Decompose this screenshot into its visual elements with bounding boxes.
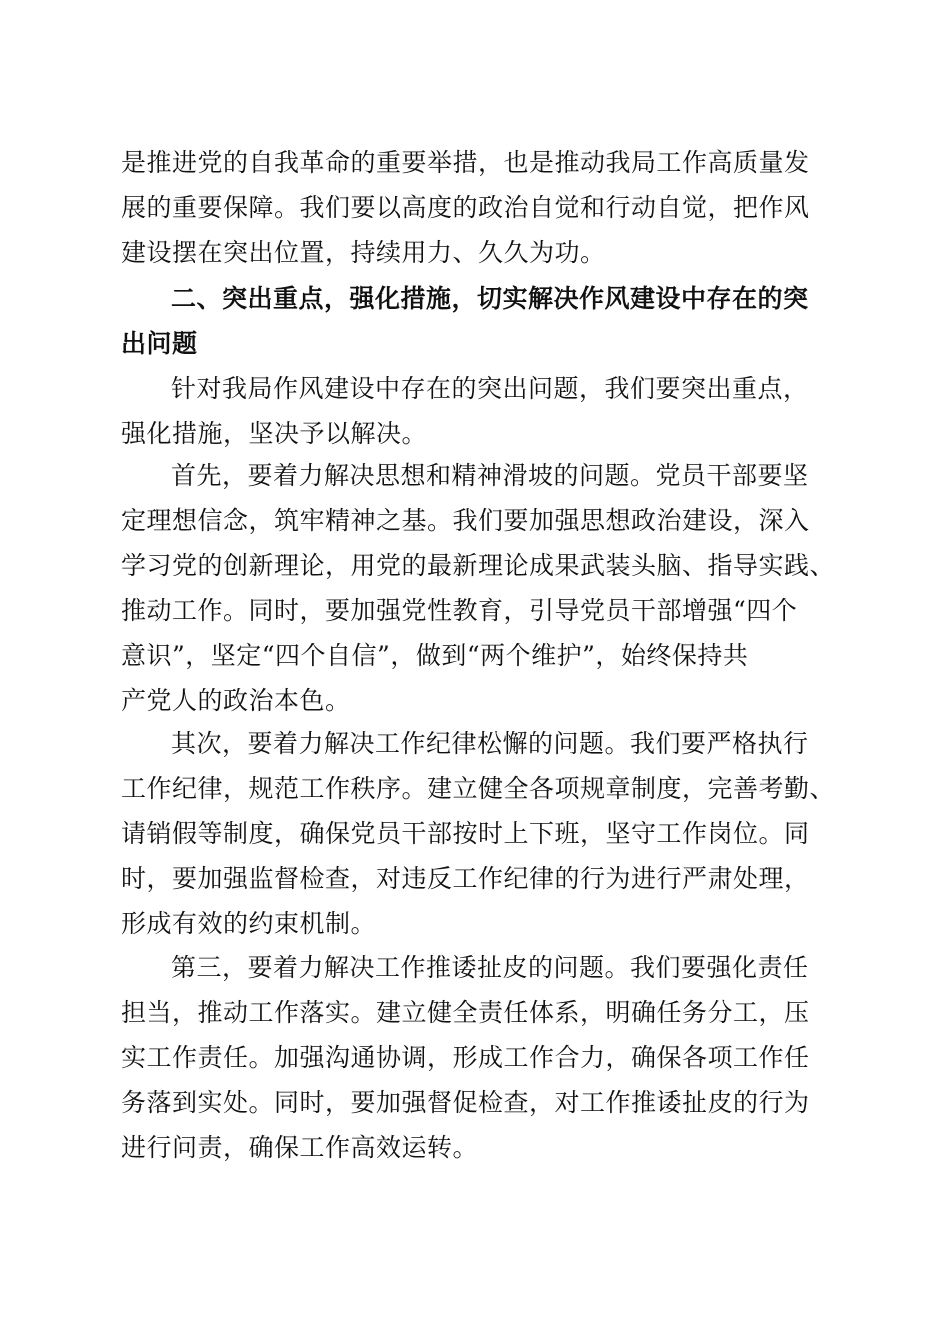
- paragraph-line: 建设摆在突出位置，持续用力、久久为功。: [121, 238, 606, 267]
- paragraph-line: 首先，要着力解决思想和精神滑坡的问题。党员干部要坚: [171, 461, 809, 490]
- paragraph-line: 担当，推动工作落实。建立健全责任体系，明确任务分工，压: [121, 998, 810, 1027]
- paragraph-line: 请销假等制度，确保党员干部按时上下班，坚守工作岗位。同: [121, 819, 810, 848]
- paragraph-line: 针对我局作风建设中存在的突出问题，我们要突出重点，: [171, 374, 809, 403]
- paragraph-2: [121, 366, 833, 456]
- paragraph-line: 强化措施，坚决予以解决。: [121, 419, 428, 448]
- paragraph-line: 实工作责任。加强沟通协调，形成工作合力，确保各项工作任: [121, 1043, 810, 1072]
- paragraph-line: 定理想信念，筑牢精神之基。我们要加强思想政治建设，深入: [121, 506, 810, 535]
- paragraph-line: 时，要加强监督检查，对违反工作纪律的行为进行严肃处理，: [121, 864, 810, 893]
- paragraph-line: 学习党的创新理论，用党的最新理论成果武装头脑、指导实践、: [121, 551, 836, 580]
- paragraph-3: [121, 453, 836, 723]
- heading-line: 出问题: [121, 329, 198, 358]
- paragraph-line: 其次，要着力解决工作纪律松懈的问题。我们要严格执行: [171, 729, 809, 758]
- paragraph-line: 形成有效的约束机制。: [121, 909, 377, 938]
- paragraph-1: [121, 140, 833, 275]
- paragraph-line: 推动工作。同时，要加强党性教育，引导党员干部增强“四个: [121, 596, 798, 625]
- paragraph-line: 进行问责，确保工作高效运转。: [121, 1133, 479, 1162]
- paragraph-line: 意识”，坚定“四个自信”，做到“两个维护”，始终保持共: [121, 641, 749, 670]
- paragraph-line: 工作纪律，规范工作秩序。建立健全各项规章制度，完善考勤、: [121, 774, 836, 803]
- paragraph-5: [121, 945, 833, 1170]
- paragraph-line: 是推进党的自我革命的重要举措，也是推动我局工作高质量发: [121, 148, 810, 177]
- section-heading-2: [121, 276, 833, 366]
- heading-line: 二、突出重点，强化措施，切实解决作风建设中存在的突: [171, 284, 809, 313]
- paragraph-line: 务落到实处。同时，要加强督促检查，对工作推诿扯皮的行为: [121, 1088, 810, 1117]
- paragraph-line: 第三，要着力解决工作推诿扯皮的问题。我们要强化责任: [171, 953, 809, 982]
- paragraph-4: [121, 721, 836, 946]
- paragraph-line: 产党人的政治本色。: [121, 686, 351, 715]
- paragraph-line: 展的重要保障。我们要以高度的政治自觉和行动自觉，把作风: [121, 193, 810, 222]
